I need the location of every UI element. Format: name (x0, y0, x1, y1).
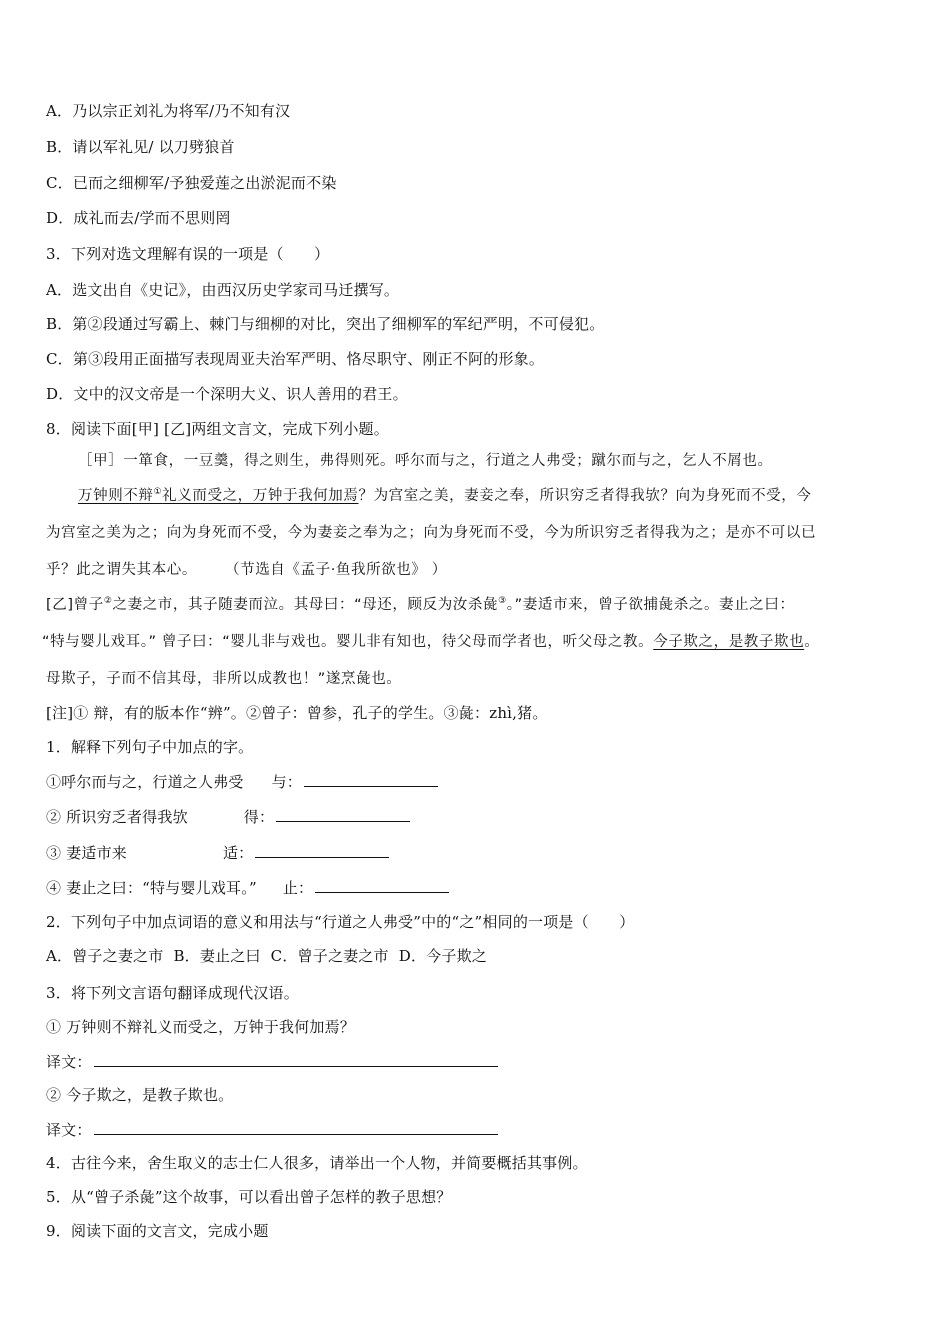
translation-blank[interactable] (94, 1051, 498, 1067)
q3-stem: 3．下列对选文理解有误的一项是（ ） (46, 245, 330, 263)
q2-option-c: C．已而之细柳军/予独爱莲之出淤泥而不染 (46, 174, 337, 192)
q3-option-d: D．文中的汉文帝是一个深明大义、识人善用的君王。 (46, 385, 408, 403)
q3-option-c: C．第③段用正面描写表现周亚夫治军严明、恪尽职守、刚正不阿的形象。 (46, 350, 545, 368)
sub3-translation-2: 译文： (46, 1119, 910, 1140)
passage-yi-line-1: [乙]曾子②之妻之市，其子随妻而泣。其母曰：“母还，顾反为汝杀彘③。”妻适市来，曾子欲捕彘杀之。妻止之曰： (46, 596, 795, 613)
annotation-notes: [注]① 辩，有的版本作“辨”。②曾子：曾参，孔子的学生。③彘：zhì,猪。 (46, 704, 548, 722)
q2-option-a: A．乃以宗正刘礼为将军/乃不知有汉 (46, 102, 291, 120)
passage-jia-source: （节选自《孟子·鱼我所欲也》 ） (225, 562, 447, 578)
underlined-sentence: 万钟则不辩①礼义而受之，万钟于我何加焉 (78, 487, 359, 504)
sub3-stem: 3．将下列文言语句翻译成现代汉语。 (46, 984, 299, 1002)
sub2-option-d: D．今子欺之 (398, 947, 487, 965)
sub2-option-b: B．妻止之曰 (173, 947, 261, 965)
underlined-sentence: 今子欺之，是教子欺也 (653, 634, 805, 650)
passage-yi-line-2: “特与婴儿戏耳。” 曾子曰：“婴儿非与戏也。婴儿非有知也，待父母而学者也，听父母之教。今子欺之，是教子欺也。 (42, 634, 820, 650)
q2-option-b: B．请以军礼见/ 以刀劈狼首 (46, 138, 235, 156)
sub1-item-1: ①呼尔而与之，行道之人弗受 与： (46, 771, 910, 792)
q9-heading: 9．阅读下面的文言文，完成小题 (46, 1222, 269, 1240)
answer-blank[interactable] (315, 877, 449, 893)
sub3-sentence-1: ① 万钟则不辩礼义而受之，万钟于我何加焉？ (46, 1018, 355, 1036)
sub2-options (46, 946, 910, 966)
passage-jia-line-3: 为宫室之美为之；向为身死而不受，今为妻妾之奉为之；向为身死而不受，今为所识穷乏者得我为之；是亦不可以已 (46, 525, 817, 541)
answer-blank[interactable] (255, 842, 389, 858)
translation-blank[interactable] (94, 1119, 498, 1135)
sub1-item-4: ④ 妻止之曰：“特与婴儿戏耳。” 止： (46, 877, 910, 898)
sub2-option-a: A．曾子之妻之市 (46, 947, 164, 965)
sub4-question: 4．古往今来，舍生取义的志士仁人很多，请举出一个人物，并简要概括其事例。 (46, 1154, 588, 1172)
answer-blank[interactable] (276, 806, 410, 822)
passage-jia-line-2: 万钟则不辩①礼义而受之，万钟于我何加焉？为宫室之美，妻妾之奉，所识穷乏者得我欤？向为身死而不受，今 (78, 487, 812, 504)
sub1-stem: 1．解释下列句子中加点的字。 (46, 738, 254, 756)
q3-option-b: B．第②段通过写霸上、棘门与细柳的对比，突出了细柳军的军纪严明，不可侵犯。 (46, 315, 605, 333)
sub1-item-2: ② 所识穷乏者得我欤 得： (46, 806, 910, 827)
q8-heading: 8．阅读下面[甲] [乙]两组文言文，完成下列小题。 (46, 420, 389, 438)
q3-option-a: A．选文出自《史记》，由西汉历史学家司马迁撰写。 (46, 281, 400, 299)
sub5-question: 5．从“曾子杀彘”这个故事，可以看出曾子怎样的教子思想？ (46, 1188, 452, 1206)
answer-blank[interactable] (304, 771, 438, 787)
passage-jia-line-4: 乎？此之谓失其本心。 （节选自《孟子·鱼我所欲也》 ） (46, 562, 447, 578)
sub3-sentence-2: ② 今子欺之，是教子欺也。 (46, 1086, 234, 1104)
passage-yi-line-3: 母欺子，子而不信其母，非所以成教也！”遂烹彘也。 (46, 671, 402, 687)
passage-jia-line-1: ［甲］一箪食，一豆羹，得之则生，弗得则死。呼尔而与之，行道之人弗受；蹴尔而与之，乞人不屑也。 (78, 453, 773, 469)
sub2-option-c: C．曾子之妻之市 (270, 947, 389, 965)
sub3-translation-1: 译文： (46, 1051, 910, 1072)
sub1-item-3: ③ 妻适市来 适： (46, 842, 910, 863)
sub2-stem: 2．下列句子中加点词语的意义和用法与“行道之人弗受”中的“之”相同的一项是（ ） (46, 913, 635, 931)
q2-option-d: D．成礼而去/学而不思则罔 (46, 209, 231, 227)
